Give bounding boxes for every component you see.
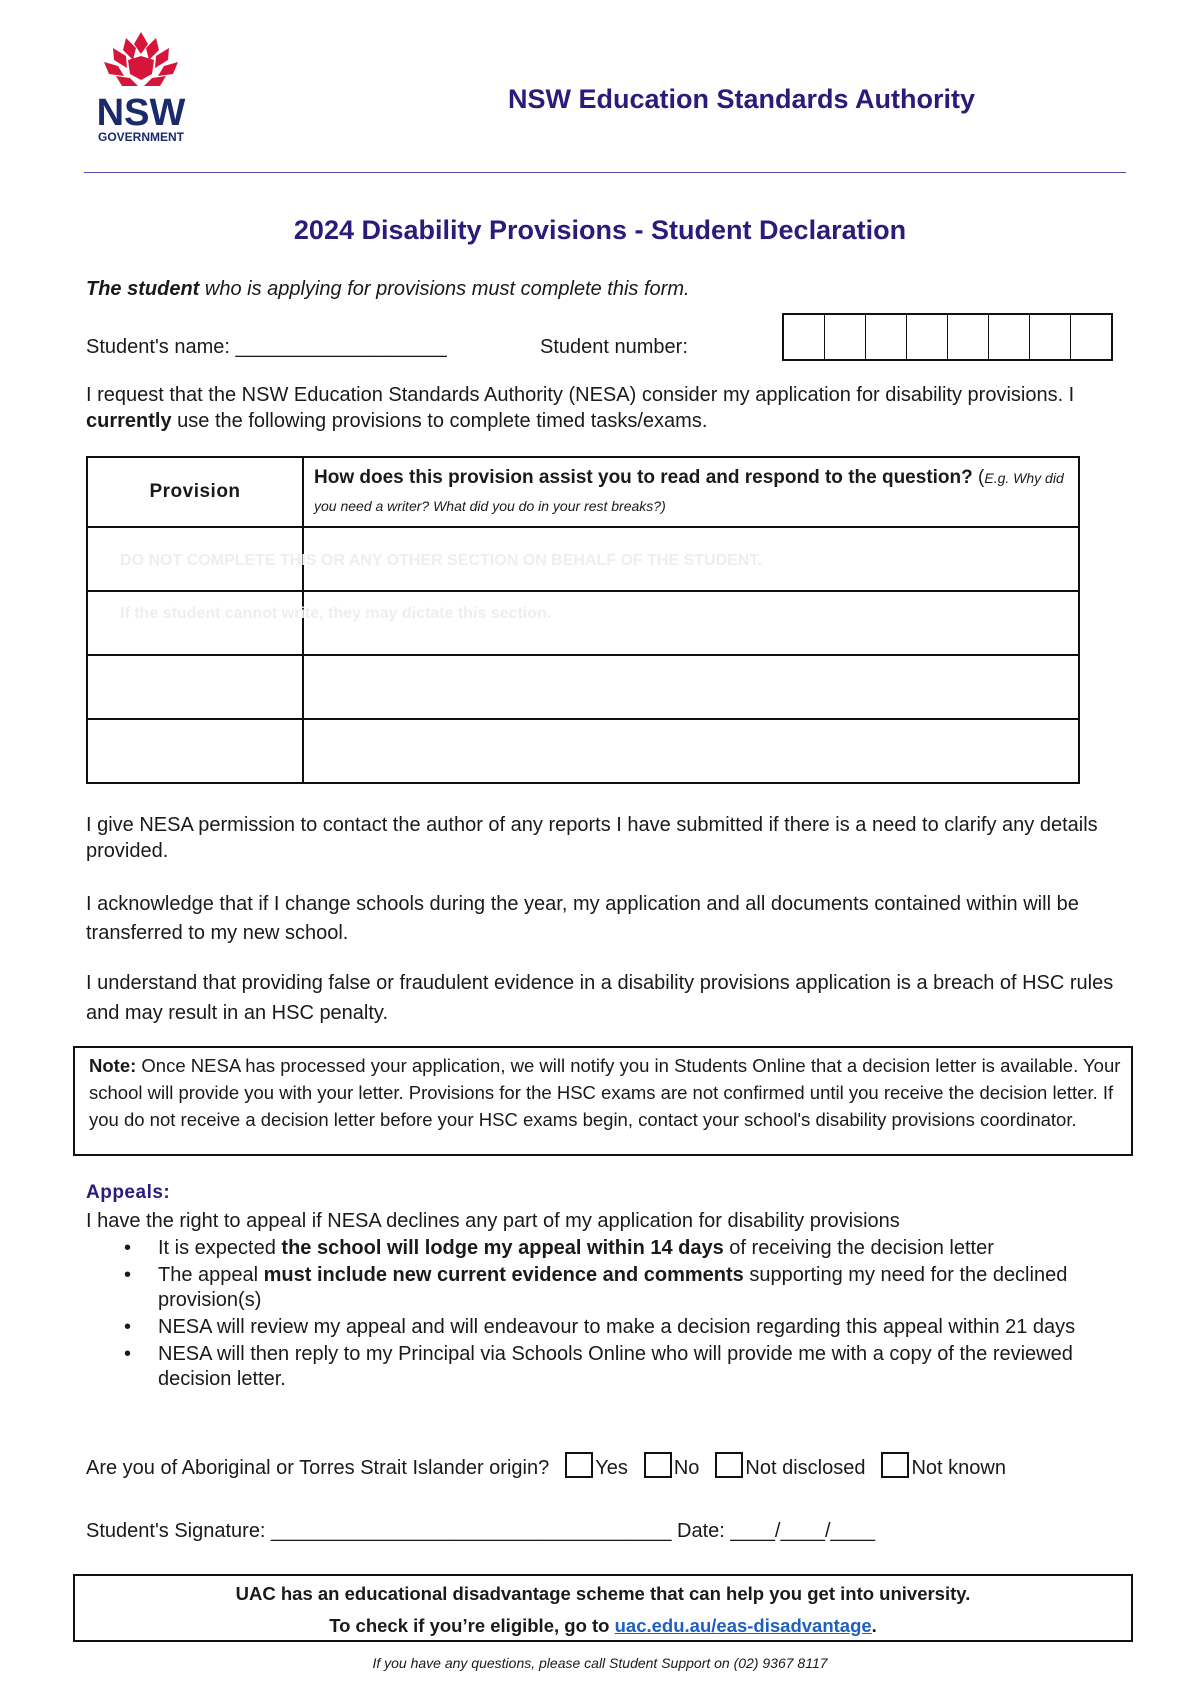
- list-item-text: supporting my need for the declined provision(s): [158, 1264, 1068, 1311]
- note-text: Once NESA has processed your application, we will notify you in Students Online that a decision letter is available. Your school will provide you with your letter. Provisions for the HSC exams are not confirmed until you receive the decision letter. If you do not receive a decision letter before your HSC exams begin, contact your school's disability provisions coordinator.: [89, 1055, 1121, 1130]
- option-label: Yes: [595, 1456, 628, 1479]
- logo-wordmark: NSW: [96, 92, 186, 134]
- page-title: 2024 Disability Provisions - Student Declaration: [293, 215, 907, 245]
- uac-line2-text: To check if you’re eligible, go to: [329, 1615, 615, 1636]
- provision-column-header: Provision: [87, 457, 303, 527]
- request-paragraph: [86, 382, 1126, 434]
- waratah-icon: [104, 32, 178, 86]
- fraud-paragraph: I understand that providing false or fraudulent evidence in a disability provisions application is a breach of HSC rules and may result in an HSC penalty.: [86, 972, 1114, 1024]
- intro-text: [86, 278, 690, 301]
- agency-name: NSW Education Standards Authority: [508, 84, 976, 114]
- list-item: • NESA will then reply to my Principal via Schools Online who will provide me with a copy of the reviewed decision letter.: [120, 1342, 1120, 1392]
- table-row: [87, 591, 1079, 655]
- assist-example: E.g. Why did you need a writer? What did you do in your rest breaks?): [314, 470, 1064, 514]
- checkbox-not-known[interactable]: [881, 1452, 909, 1478]
- option-label: Not disclosed: [745, 1456, 866, 1479]
- note-box: [73, 1046, 1133, 1156]
- checkbox-yes[interactable]: [565, 1452, 593, 1478]
- list-item-text: It is expected: [158, 1237, 282, 1259]
- student-name-field[interactable]: Student's name: ___________________: [86, 336, 447, 358]
- checkbox-not-disclosed[interactable]: [715, 1452, 743, 1478]
- student-number-digit[interactable]: [1030, 315, 1071, 359]
- uac-line1: UAC has an educational disadvantage scheme that can help you get into university.: [235, 1583, 971, 1604]
- assist-open-paren: (: [972, 467, 985, 488]
- student-number-digit[interactable]: [825, 315, 866, 359]
- origin-option-not-known[interactable]: [881, 1455, 1006, 1481]
- origin-option-yes[interactable]: [565, 1455, 628, 1481]
- uac-line2: [75, 1610, 1131, 1642]
- origin-option-not-disclosed[interactable]: [715, 1455, 865, 1481]
- student-number-label: Student number:: [540, 336, 688, 358]
- origin-question-row: [86, 1455, 1006, 1481]
- student-number-digit[interactable]: [784, 315, 825, 359]
- header-divider: [84, 172, 1126, 173]
- option-label: Not known: [911, 1456, 1006, 1479]
- permission-paragraph: I give NESA permission to contact the author of any reports I have submitted if there is a need to clarify any details provided.: [86, 814, 1098, 862]
- request-text-end: use the following provisions to complete timed tasks/exams.: [171, 410, 708, 432]
- list-item: • NESA will review my appeal and will endeavour to make a decision regarding this appeal within 21 days: [120, 1315, 1120, 1340]
- table-row: [87, 655, 1079, 719]
- request-bold: currently: [86, 410, 172, 432]
- assist-cell[interactable]: [303, 655, 1079, 719]
- watermark-dictate: If the student cannot write, they may dictate this section.: [120, 605, 552, 622]
- intro-rest: who is applying for provisions must complete this form.: [199, 278, 690, 300]
- uac-info-box: [73, 1574, 1133, 1642]
- table-header-row: [87, 457, 1079, 527]
- option-label: No: [673, 1456, 700, 1479]
- appeals-heading: Appeals:: [86, 1182, 171, 1203]
- appeals-intro: I have the right to appeal if NESA declines any part of my application for disability provisions: [86, 1210, 900, 1232]
- appeals-list: [120, 1236, 1120, 1394]
- table-row: [87, 719, 1079, 783]
- checkbox-no[interactable]: [644, 1452, 672, 1478]
- list-item-text: of receiving the decision letter: [723, 1237, 994, 1259]
- assist-question: How does this provision assist you to read and respond to the question?: [314, 467, 973, 488]
- student-number-digit[interactable]: [989, 315, 1030, 359]
- logo-subtext: GOVERNMENT: [97, 130, 185, 144]
- transfer-paragraph: I acknowledge that if I change schools during the year, my application and all documents contained within will be transferred to my new school.: [86, 893, 1079, 944]
- list-item-bold: the school will lodge my appeal within 14 days: [281, 1237, 724, 1259]
- signature-row: [86, 1520, 875, 1543]
- footer-contact: If you have any questions, please call Student Support on (02) 9367 8117: [372, 1655, 828, 1671]
- list-item: [120, 1236, 1120, 1261]
- list-item: [120, 1263, 1120, 1313]
- signature-field[interactable]: Student's Signature: ____________________________________: [86, 1520, 678, 1542]
- assist-cell[interactable]: [303, 591, 1079, 655]
- assist-column-header: [303, 457, 1079, 527]
- student-number-digit[interactable]: [1071, 315, 1111, 359]
- watermark-do-not-complete: DO NOT COMPLETE THIS OR ANY OTHER SECTION ON BEHALF OF THE STUDENT.: [120, 552, 762, 569]
- student-number-digit[interactable]: [948, 315, 989, 359]
- origin-question: Are you of Aboriginal or Torres Strait Islander origin?: [86, 1456, 550, 1479]
- assist-cell[interactable]: [303, 719, 1079, 783]
- student-number-boxes[interactable]: [782, 313, 1113, 361]
- uac-link[interactable]: uac.edu.au/eas-disadvantage: [614, 1615, 872, 1636]
- list-item-bold: must include new current evidence and comments: [263, 1264, 744, 1286]
- provision-cell[interactable]: [87, 719, 303, 783]
- request-text: I request that the NSW Education Standards Authority (NESA) consider my application for disability provisions. I: [86, 384, 1075, 406]
- uac-line2-end: .: [871, 1615, 877, 1636]
- date-field[interactable]: Date: ____/____/____: [677, 1520, 875, 1542]
- note-label: Note:: [89, 1055, 137, 1076]
- provision-cell[interactable]: [87, 591, 303, 655]
- list-item-text: The appeal: [158, 1264, 264, 1286]
- student-number-digit[interactable]: [907, 315, 948, 359]
- origin-option-no[interactable]: [644, 1455, 700, 1481]
- nsw-government-logo: [86, 30, 196, 145]
- intro-bold: The student: [86, 278, 200, 300]
- student-number-digit[interactable]: [866, 315, 907, 359]
- provision-cell[interactable]: [87, 655, 303, 719]
